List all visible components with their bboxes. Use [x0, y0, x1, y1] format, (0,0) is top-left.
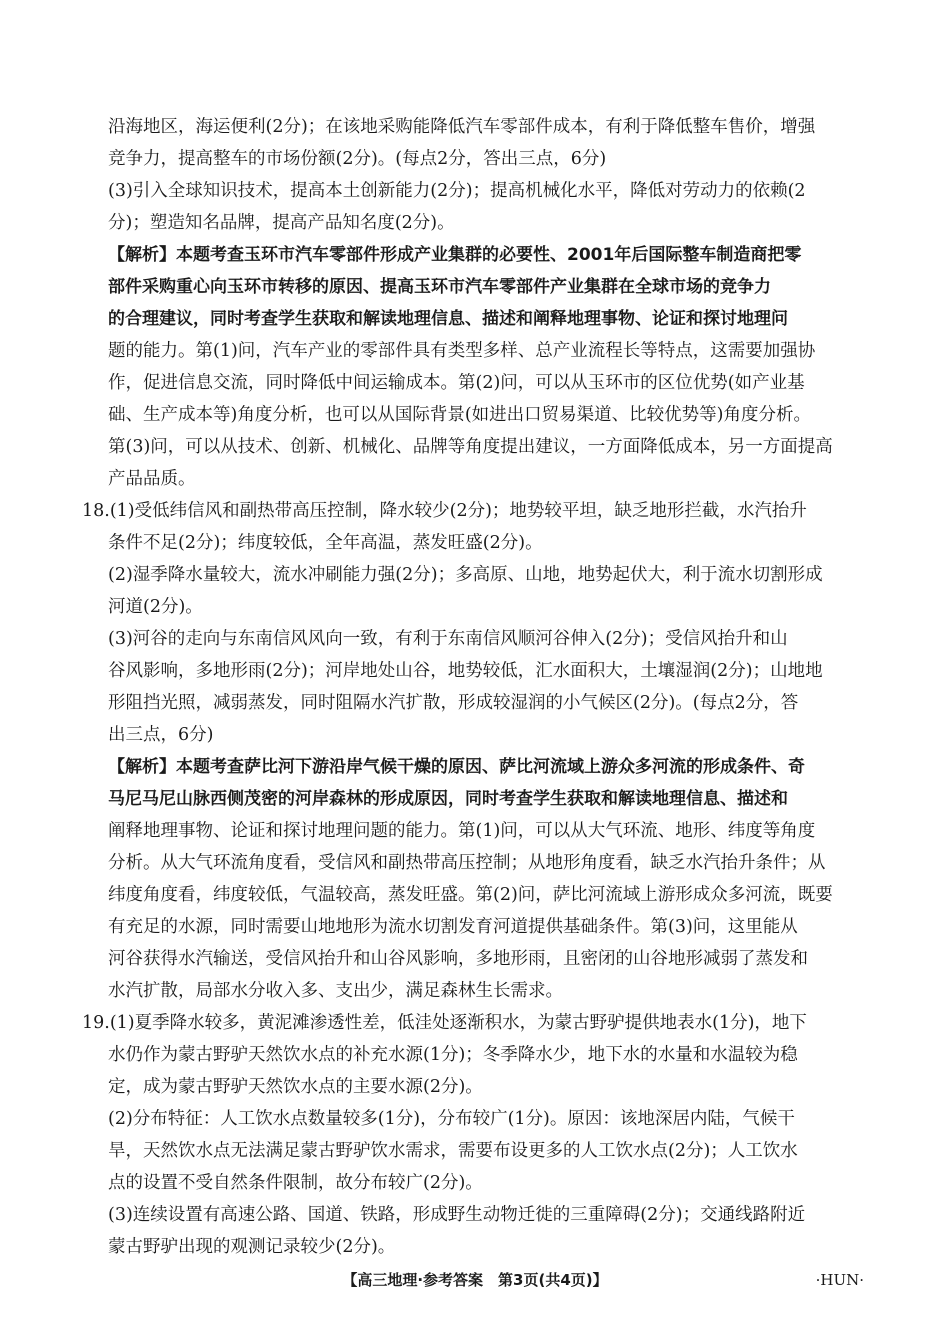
text-line: 形阻挡光照，减弱蒸发，同时阻隔水汽扩散，形成较湿润的小气候区(2分)。(每点2分，答	[108, 693, 799, 713]
text-line: 蒙古野驴出现的观测记录较少(2分)。	[108, 1237, 396, 1257]
text-line: 条件不足(2分)；纬度较低，全年高温，蒸发旺盛(2分)。	[108, 533, 543, 553]
footer-code: ·HUN·	[815, 1271, 864, 1289]
text-line: 作，促进信息交流，同时降低中间运输成本。第(2)问，可以从玉环市的区位优势(如产业基	[108, 373, 805, 393]
text-line: (3)河谷的走向与东南信风风向一致，有利于东南信风顺河谷伸入(2分)；受信风抬升和山	[108, 629, 788, 649]
text-line: 定，成为蒙古野驴天然饮水点的主要水源(2分)。	[108, 1077, 483, 1097]
footer-page-info: 【高三地理·参考答案 第3页(共4页)】	[342, 1271, 608, 1289]
page-footer	[0, 1265, 950, 1295]
text-line: (3)引入全球知识技术，提高本土创新能力(2分)；提高机械化水平，降低对劳动力的依赖(2	[108, 181, 806, 201]
text-line: 题的能力。第(1)问，汽车产业的零部件具有类型多样、总产业流程长等特点，这需要加强协	[108, 341, 816, 361]
text-line: 出三点，6分)	[108, 725, 214, 745]
text-line: 阐释地理事物、论证和探讨地理问题的能力。第(1)问，可以从大气环流、地形、纬度等角度	[108, 821, 816, 841]
question-18-line: 18.(1)受低纬信风和副热带高压控制，降水较少(2分)；地势较平坦，缺乏地形拦截，水汽抬升	[82, 501, 807, 521]
text-line: 沿海地区，海运便利(2分)；在该地采购能降低汽车零部件成本，有利于降低整车售价，增强	[108, 117, 816, 137]
answer-text	[82, 111, 867, 1263]
analysis-line: 马尼马尼山脉西侧茂密的河岸森林的形成原因，同时考查学生获取和解读地理信息、描述和	[108, 789, 788, 809]
analysis-line: 【解析】本题考查萨比河下游沿岸气候干燥的原因、萨比河流域上游众多河流的形成条件、奇	[108, 757, 805, 777]
text-line: 旱，天然饮水点无法满足蒙古野驴饮水需求，需要布设更多的人工饮水点(2分)；人工饮水	[108, 1141, 798, 1161]
question-19-line: 19.(1)夏季降水较多，黄泥滩渗透性差，低洼处逐渐积水，为蒙古野驴提供地表水(1分)，地下	[82, 1013, 807, 1033]
text-line: 产品品质。	[108, 469, 196, 489]
text-line: 谷风影响，多地形雨(2分)；河岸地处山谷，地势较低，汇水面积大，土壤湿润(2分)；山地地	[108, 661, 823, 681]
text-line: 水仍作为蒙古野驴天然饮水点的补充水源(1分)；冬季降水少，地下水的水量和水温较为稳	[108, 1045, 798, 1065]
text-line: 础、生产成本等)角度分析，也可以从国际背景(如进出口贸易渠道、比较优势等)角度分析。	[108, 405, 811, 425]
text-line: 有充足的水源，同时需要山地地形为流水切割发育河道提供基础条件。第(3)问，这里能从	[108, 917, 798, 937]
text-line: 河谷获得水汽输送，受信风抬升和山谷风影响，多地形雨，且密闭的山谷地形减弱了蒸发和	[108, 949, 808, 969]
analysis-line: 部件采购重心向玉环市转移的原因、提高玉环市汽车零部件产业集群在全球市场的竞争力	[108, 277, 771, 297]
analysis-line: 【解析】本题考查玉环市汽车零部件形成产业集群的必要性、2001年后国际整车制造商把零	[108, 245, 802, 265]
text-line: (3)连续设置有高速公路、国道、铁路，形成野生动物迁徙的三重障碍(2分)；交通线路附近	[108, 1205, 806, 1225]
text-line: 纬度角度看，纬度较低，气温较高，蒸发旺盛。第(2)问，萨比河流域上游形成众多河流，既要	[108, 885, 833, 905]
text-line: 河道(2分)。	[108, 597, 203, 617]
text-line: 分析。从大气环流角度看，受信风和副热带高压控制；从地形角度看，缺乏水汽抬升条件；从	[108, 853, 826, 873]
text-line: 点的设置不受自然条件限制，故分布较广(2分)。	[108, 1173, 483, 1193]
text-line: 分)；塑造知名品牌，提高产品知名度(2分)。	[108, 213, 455, 233]
analysis-line: 的合理建议，同时考查学生获取和解读地理信息、描述和阐释地理事物、论证和探讨地理问	[108, 309, 788, 329]
text-line: 竞争力，提高整车的市场份额(2分)。(每点2分，答出三点，6分)	[108, 149, 607, 169]
text-line: (2)分布特征：人工饮水点数量较多(1分)，分布较广(1分)。原因：该地深居内陆，气候干	[108, 1109, 795, 1129]
text-line: 第(3)问，可以从技术、创新、机械化、品牌等角度提出建议，一方面降低成本，另一方面提高	[108, 437, 833, 457]
text-line: (2)湿季降水量较大，流水冲刷能力强(2分)；多高原、山地，地势起伏大，利于流水切割形成	[108, 565, 823, 585]
text-line: 水汽扩散，局部水分收入多、支出少，满足森林生长需求。	[108, 981, 563, 1001]
